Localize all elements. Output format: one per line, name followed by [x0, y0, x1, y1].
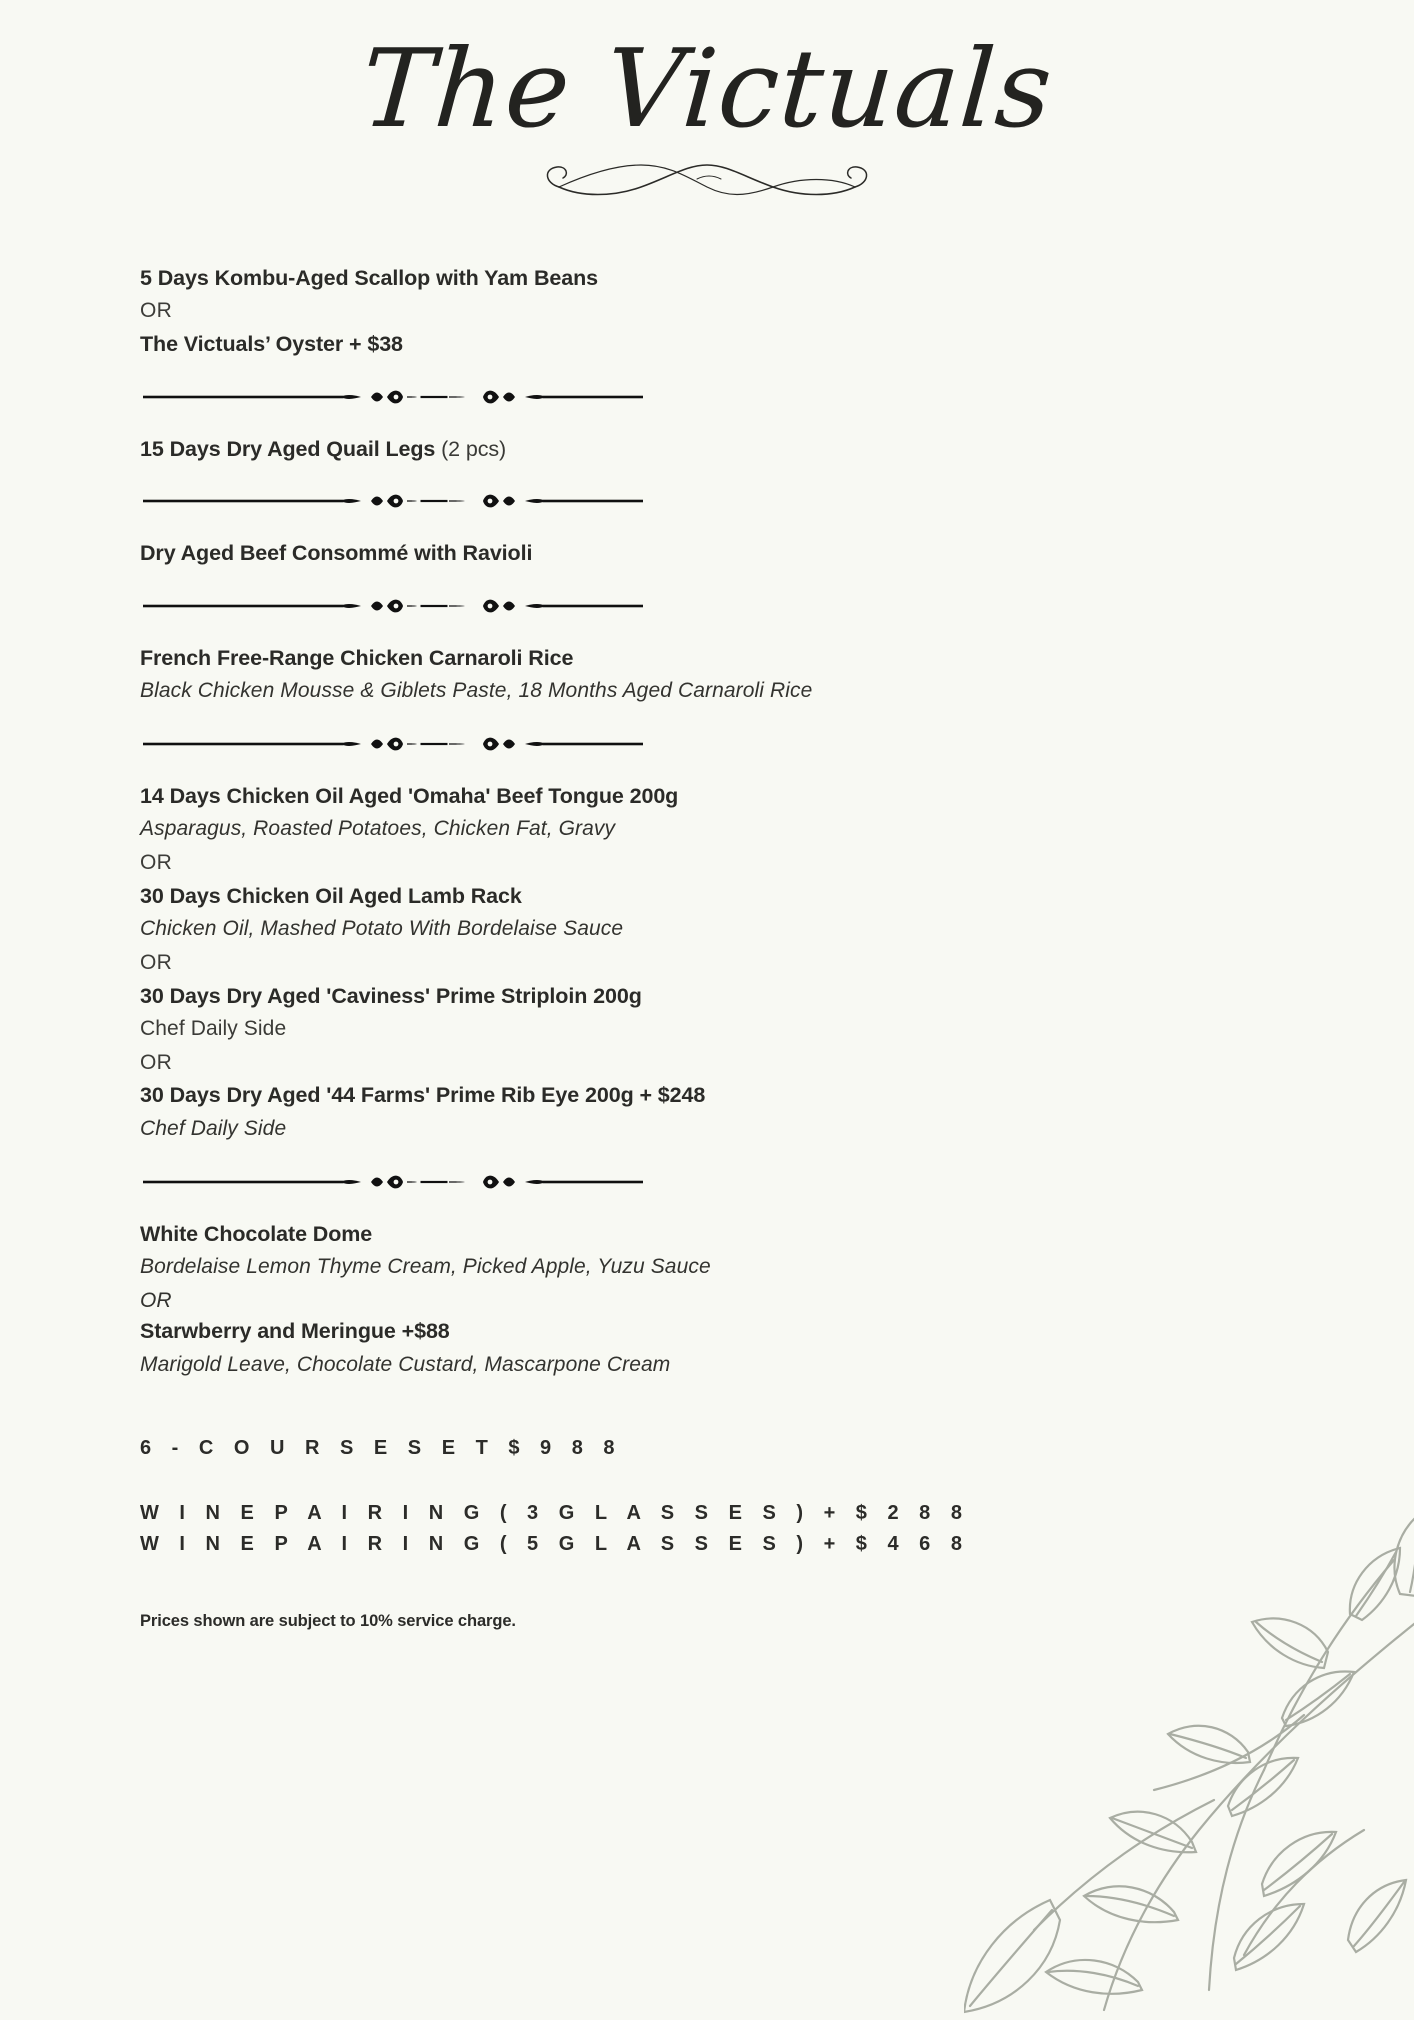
- ornamental-rule-divider-icon: [143, 591, 643, 621]
- service-charge-note: Prices shown are subject to 10% service charge.: [140, 1611, 516, 1630]
- ornamental-rule-divider-icon: [143, 382, 643, 412]
- dish-name: The Victuals’ Oyster + $38: [140, 332, 403, 357]
- dish-description: Asparagus, Roasted Potatoes, Chicken Fat, Gravy: [140, 817, 616, 841]
- wine-pairing-5-price: W I N E P A I R I N G ( 5 G L A S S E S ) + $ 4 6 8: [140, 1532, 970, 1555]
- dish-name: 5 Days Kombu-Aged Scallop with Yam Beans: [140, 265, 598, 290]
- course-item: [140, 643, 1414, 707]
- menu-header: [0, 0, 1414, 203]
- dish-description: Bordelaise Lemon Thyme Cream, Picked Apple, Yuzu Sauce: [140, 1255, 711, 1279]
- dish-name-text: 15 Days Dry Aged Quail Legs: [140, 436, 442, 461]
- dish-name: Starwberry and Meringue +$88: [140, 1319, 450, 1344]
- menu-courses-list: [0, 203, 1414, 1381]
- or-separator: OR: [140, 1050, 173, 1074]
- calligraphic-flourish-ornament-icon: [537, 157, 877, 203]
- dish-quantity: (2 pcs): [441, 436, 507, 461]
- ornamental-rule-divider-icon: [143, 486, 643, 516]
- dish-description: Chicken Oil, Mashed Potato With Bordelaise Sauce: [140, 917, 624, 941]
- or-separator: OR: [140, 1288, 172, 1312]
- course-item: [140, 781, 1414, 1145]
- wine-pairing-3-price: W I N E P A I R I N G ( 3 G L A S S E S ) + $ 2 8 8: [140, 1501, 970, 1524]
- or-separator: OR: [140, 299, 173, 323]
- page-title: The Victuals: [357, 27, 1057, 152]
- course-item: [140, 1219, 1414, 1381]
- dish-description: Chef Daily Side: [140, 1017, 287, 1041]
- course-item: [140, 263, 1414, 360]
- ornamental-rule-divider-icon: [143, 1167, 643, 1197]
- dish-description: Marigold Leave, Chocolate Custard, Mascarpone Cream: [140, 1352, 671, 1376]
- dish-description: Chef Daily Side: [140, 1116, 287, 1140]
- dish-description: Black Chicken Mousse & Giblets Paste, 18 Months Aged Carnaroli Rice: [140, 679, 813, 703]
- or-separator: OR: [140, 851, 173, 875]
- dish-name: Dry Aged Beef Consommé with Ravioli: [140, 541, 533, 566]
- course-item: [140, 434, 1414, 465]
- or-separator: OR: [140, 950, 173, 974]
- dish-name: French Free-Range Chicken Carnaroli Rice: [140, 645, 574, 670]
- dish-name: 14 Days Chicken Oil Aged 'Omaha' Beef Tongue 200g: [140, 783, 679, 808]
- dish-name: 30 Days Chicken Oil Aged Lamb Rack: [140, 883, 522, 908]
- dish-name: 30 Days Dry Aged 'Caviness' Prime Striploin 200g: [140, 983, 642, 1008]
- dish-name: [140, 434, 1414, 465]
- course-item: [140, 538, 1414, 569]
- pricing-block: [0, 1433, 1414, 1631]
- dish-name: White Chocolate Dome: [140, 1221, 373, 1246]
- dish-name: 30 Days Dry Aged '44 Farms' Prime Rib Eye 200g + $248: [140, 1083, 706, 1108]
- ornamental-rule-divider-icon: [143, 729, 643, 759]
- set-menu-price: 6 - C O U R S E S E T $ 9 8 8: [140, 1436, 623, 1459]
